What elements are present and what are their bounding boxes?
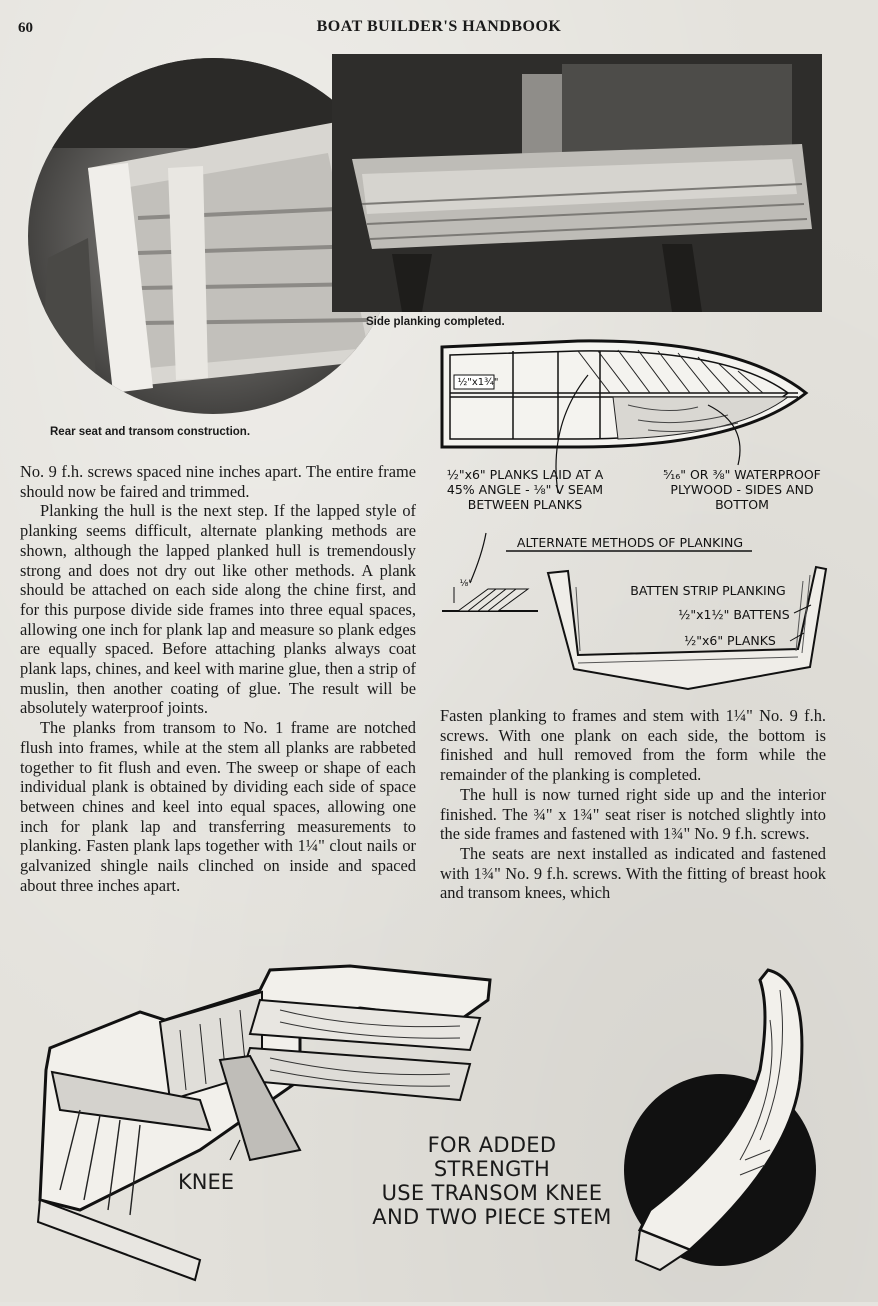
side-planking-caption: Side planking completed.: [366, 316, 505, 328]
paragraph: Planking the hull is the next step. If the lapped style of planking seems difficult, alternate planking methods are shown, although the lapped planked hull is tremendously strong and does not dry out like other methods. A plank should be attached on each side along the chine first, and for this purpose divide side frames into three equal spaces, allowing one inch for plank lap and measure so plank edges are equally spaced. Before attaching planks always coat plank laps, chines, and keel with marine glue, then a strip of muslin, then another coating of glue. The result will be absolutely waterproof joints.: [20, 501, 416, 718]
page-number: 60: [18, 20, 33, 36]
paragraph: No. 9 f.h. screws spaced nine inches apart. The entire frame should now be faired and trimmed.: [20, 462, 416, 501]
page-title: BOAT BUILDER'S HANDBOOK: [316, 18, 562, 35]
rear-seat-caption: Rear seat and transom construction.: [50, 426, 251, 438]
paragraph: Fasten planking to frames and stem with 1¼" No. 9 f.h. screws. With one plank on each side, the bottom is finished and hull removed from the form while the remainder of the planking is completed.: [440, 706, 826, 785]
paragraph: The planks from transom to No. 1 frame are notched flush into frames, while at the stem all planks are rabbeted together to fit flush and even. The sweep or shape of each individual plank is obtained by dividing each side of space between chines and keel into equal spaces, allowing one inch for plank lap and transferring measurements to planking. Fasten plank laps together with 1¼" clout nails or galvanized shingle nails clinched on inside and spaced about three inches apart.: [20, 718, 416, 895]
batten-strip-label: BATTEN STRIP PLANKING: [630, 583, 786, 598]
left-text-column: [20, 462, 416, 895]
plywood-label: ⁵⁄₁₆" OR ⅜" WATERPROOF PLYWOOD - SIDES AND BOTTOM: [663, 467, 821, 512]
planks-label: ½"x6" PLANKS LAID AT A 45% ANGLE - ⅛" V SEAM BETWEEN PLANKS: [446, 467, 604, 512]
strength-note: FOR ADDED STRENGTH USE TRANSOM KNEE AND TWO PIECE STEM: [372, 1133, 612, 1229]
battens-label: ½"x1½" BATTENS: [678, 607, 790, 622]
paragraph: The hull is now turned right side up and the interior finished. The ¾" x 1¾" seat riser is notched slightly into the side frames and fastened with 1¾" No. 9 f.h. screws.: [440, 784, 826, 844]
side-planking-photo: [332, 54, 822, 312]
seam-dimension-label: ⅛": [459, 579, 473, 589]
knee-label: KNEE: [178, 1170, 235, 1194]
alternate-methods-heading: ALTERNATE METHODS OF PLANKING: [516, 535, 744, 550]
planking-diagram: [438, 335, 878, 695]
batten-dimension-label: ½"x1¾": [457, 377, 499, 388]
transom-knee-illustration: [0, 960, 878, 1302]
paragraph: The seats are next installed as indicated and fastened with 1¾" No. 9 f.h. screws. With the fitting of breast hook and transom knees, which: [440, 843, 826, 903]
planks-dimension-label: ½"x6" PLANKS: [684, 633, 776, 648]
right-text-column: [440, 706, 826, 903]
